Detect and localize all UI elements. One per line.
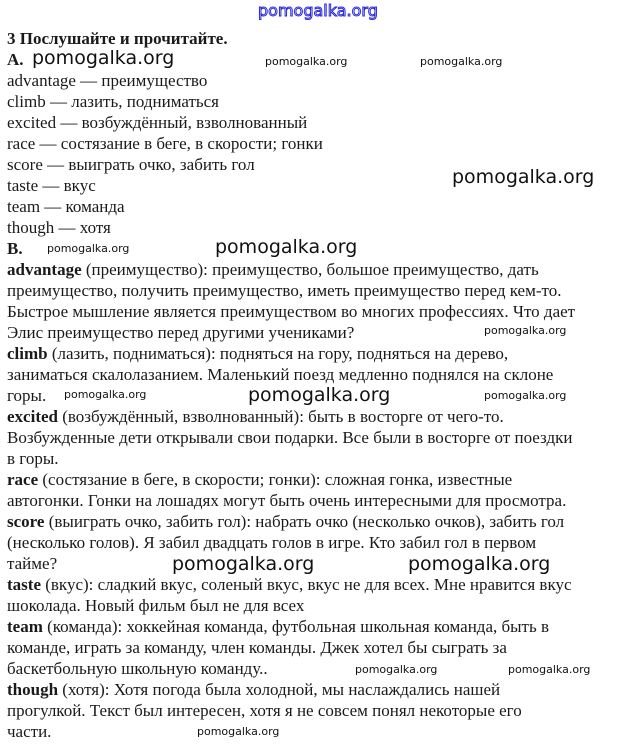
vocabulary-item: race — состязание в беге, в скорости; гонки [7, 134, 323, 153]
entry-text: Элис преимущество перед другими учениками? [7, 323, 355, 342]
entry-line [7, 490, 566, 511]
section-b-label: B. [7, 239, 23, 258]
entry-line [7, 721, 51, 742]
entry-text: прогулкой. Текст был интересен, хотя я не совсем понял некоторые его [7, 701, 522, 720]
entry-text: (преимущество): преимущество, большое преимущество, дать [81, 260, 539, 279]
exercise-heading: 3 Послушайте и прочитайте. [7, 29, 228, 48]
entry-text: (несколько голов). Я забил двадцать голов в игре. Кто забил гол в первом [7, 533, 537, 552]
entry-line [7, 406, 504, 427]
watermark: pomogalka.org [47, 242, 130, 255]
vocabulary-entry [7, 616, 549, 679]
vocabulary-item: though — хотя [7, 218, 111, 237]
entry-text: Возбужденные дети открывали свои подарки. Все были в восторге от поездки [7, 428, 573, 447]
vocabulary-item: taste — вкус [7, 176, 96, 195]
entry-term: advantage [7, 260, 82, 279]
watermark: pomogalka.org [197, 725, 280, 738]
entry-text: части. [7, 722, 52, 741]
entry-text: заниматься скалолазанием. Маленький поезд медленно поднялся на склоне [7, 365, 554, 384]
entry-line [7, 322, 354, 343]
entry-line [7, 595, 304, 616]
entry-line [7, 553, 57, 574]
vocabulary-entry [7, 469, 566, 511]
watermark: pomogalka.org [452, 166, 595, 188]
watermark: pomogalka.org [420, 55, 503, 68]
watermark: pomogalka.org [484, 324, 567, 337]
entry-line [7, 301, 575, 322]
entry-line [7, 343, 508, 364]
entry-term: team [7, 617, 43, 636]
entry-text: (состязание в беге, в скорости; гонки): сложная гонка, известные [38, 470, 513, 489]
entry-text: горы. [7, 386, 47, 405]
entry-line [7, 658, 268, 679]
entry-text: команде, играть за команду, член команды. Джек хотел бы сыграть за [7, 638, 507, 657]
entry-term: climb [7, 344, 48, 363]
entry-line [7, 259, 539, 280]
entry-text: преимущество, получить преимущество, иметь преимущество перед кем-то. [7, 281, 562, 300]
entry-line [7, 511, 564, 532]
entry-text: (вкус): сладкий вкус, соленый вкус, вкус не для всех. Мне нравится вкус [40, 575, 572, 594]
watermark: pomogalka.org [248, 384, 391, 406]
entry-line [7, 700, 522, 721]
watermark: pomogalka.org [32, 47, 175, 69]
entry-term: taste [7, 575, 41, 594]
entry-line [7, 364, 553, 385]
entry-text: шоколада. Новый фильм был не для всех [7, 596, 305, 615]
vocabulary-item: advantage — преимущество [7, 71, 208, 90]
entry-line [7, 385, 46, 406]
vocabulary-entry [7, 406, 572, 469]
entry-text: Быстрое мышление является преимуществом во многих профессиях. Что дает [7, 302, 576, 321]
entry-term: though [7, 680, 59, 699]
entry-line [7, 427, 572, 448]
watermark: pomogalka.org [265, 55, 348, 68]
vocabulary-entry [7, 574, 572, 616]
vocabulary-item: score — выиграть очко, забить гол [7, 155, 255, 174]
entry-text: тайме? [7, 554, 58, 573]
site-header-watermark: pomogalka.org [258, 1, 378, 20]
entry-line [7, 679, 500, 700]
entry-line [7, 637, 507, 658]
watermark: pomogalka.org [408, 553, 551, 575]
vocabulary-list [7, 70, 323, 238]
entry-line [7, 469, 512, 490]
vocabulary-item: climb — лазить, подниматься [7, 92, 219, 111]
entry-text: автогонки. Гонки на лошадях могут быть очень интересными для просмотра. [7, 491, 567, 510]
vocabulary-item: excited — возбуждённый, взволнованный [7, 113, 308, 132]
section-a-label: A. [7, 50, 24, 69]
entry-text: (выиграть очко, забить гол): набрать очко (несколько очков), забить гол [44, 512, 565, 531]
entry-text: (хотя): Хотя погода была холодной, мы наслаждались нашей [58, 680, 501, 699]
watermark: pomogalka.org [64, 388, 147, 401]
entry-text: в горы. [7, 449, 59, 468]
entry-line [7, 448, 59, 469]
entry-line [7, 280, 561, 301]
entry-term: excited [7, 407, 58, 426]
entry-term: score [7, 512, 45, 531]
watermark: pomogalka.org [215, 236, 358, 258]
vocabulary-item: team — команда [7, 197, 125, 216]
entry-text: (возбуждённый, взволнованный): быть в восторге от чего-то. [57, 407, 504, 426]
watermark: pomogalka.org [508, 663, 591, 676]
entry-line [7, 532, 536, 553]
watermark: pomogalka.org [172, 553, 315, 575]
entry-line [7, 616, 549, 637]
entry-line [7, 574, 572, 595]
watermark: pomogalka.org [355, 663, 438, 676]
entry-term: race [7, 470, 39, 489]
entry-text: баскетбольную школьную команду.. [7, 659, 268, 678]
entry-text: (команда): хоккейная команда, футбольная школьная команда, быть в [42, 617, 550, 636]
entry-text: (лазить, подниматься): подняться на гору, подняться на дерево, [47, 344, 509, 363]
watermark: pomogalka.org [484, 389, 567, 402]
